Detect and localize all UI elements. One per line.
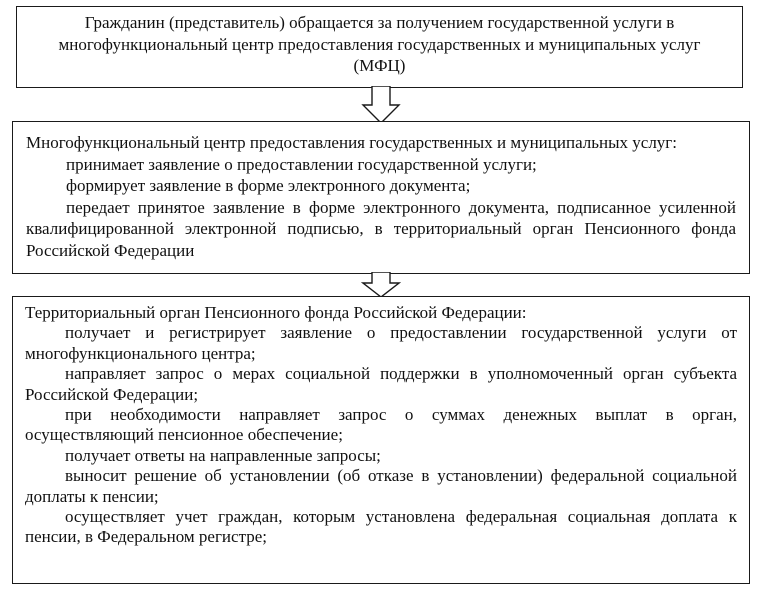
step-mfc-item: передает принятое заявление в форме электронного документа, подписанное усиленной квалифицированной электронной подписью, в территориальный орган Пенсионного фонда Российской Федерации	[26, 197, 736, 260]
step-mfc-item: формирует заявление в форме электронного документа;	[66, 176, 471, 195]
step-pfr-item: осуществляет учет граждан, которым установлена федеральная социальная доплата к пенсии, в Федеральном регистре;	[25, 507, 737, 547]
step-pfr-item: получает ответы на направленные запросы;	[65, 445, 381, 465]
step-mfc-item: принимает заявление о предоставлении государственной услуги;	[66, 154, 537, 174]
step-citizen-applies-box	[16, 6, 743, 88]
step-citizen-applies-text: Гражданин (представитель) обращается за получением государственной услуги в многофункциональный центр предоставления государственных и муниципальных услуг (МФЦ)	[58, 13, 701, 75]
step-pfr-box	[12, 296, 750, 584]
step-mfc-box	[12, 121, 750, 274]
arrow-down-1	[361, 86, 401, 124]
step-pfr-item: при необходимости направляет запрос о суммах денежных выплат в орган, осуществляющий пенсионное обеспечение;	[25, 405, 737, 445]
arrow-down-2	[361, 272, 401, 298]
step-pfr-title: Территориальный орган Пенсионного фонда Российской Федерации:	[25, 303, 527, 322]
step-pfr-item: получает и регистрирует заявление о предоставлении государственной услуги от многофункционального центра;	[25, 323, 737, 363]
step-mfc-title: Многофункциональный центр предоставления государственных и муниципальных услуг:	[26, 133, 677, 152]
step-pfr-item: направляет запрос о мерах социальной поддержки в уполномоченный орган субъекта Российской Федерации;	[25, 364, 737, 404]
step-pfr-item: выносит решение об установлении (об отказе в установлении) федеральной социальной доплаты к пенсии;	[25, 466, 737, 506]
